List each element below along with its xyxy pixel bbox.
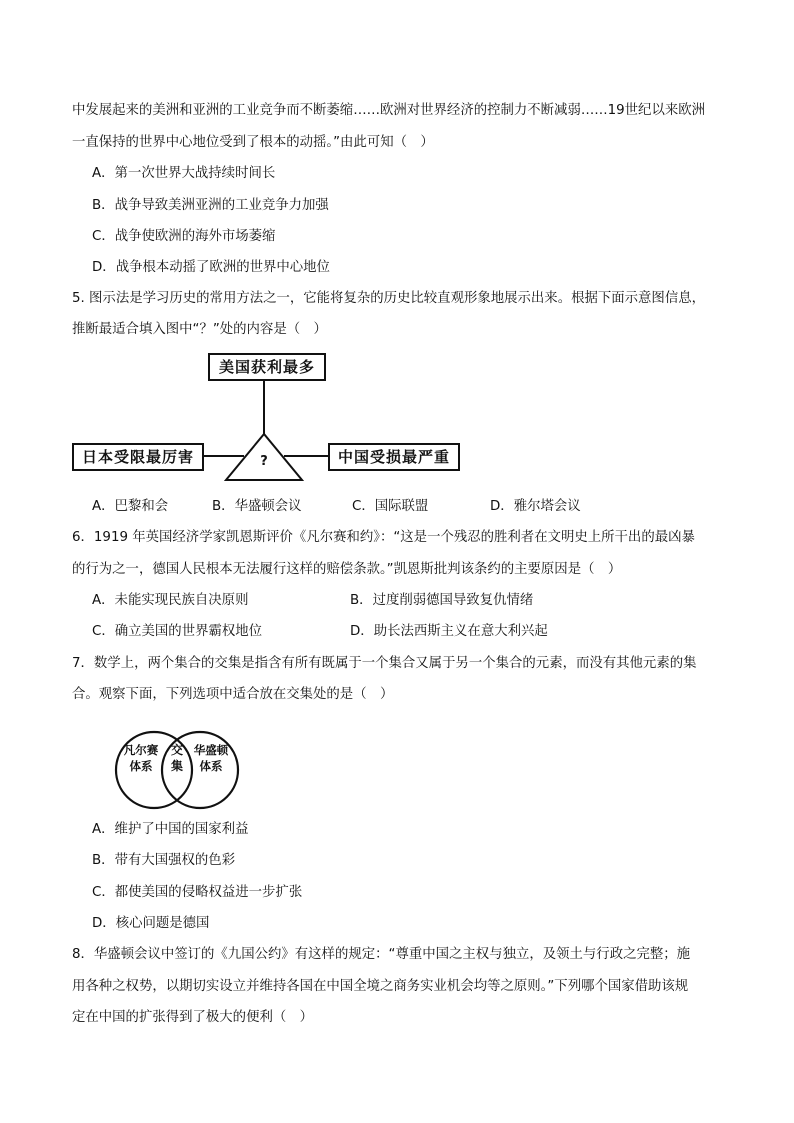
q5-option-c[interactable]: C．国际联盟 (352, 499, 429, 514)
q8-stem-line2: 用各种之权势，以期切实设立并维持各国在中国全境之商务实业机会均等之原则。”下列哪个国家借助该规 (72, 979, 689, 994)
q7-venn-right-label-line2: 体系 (199, 759, 223, 773)
q5-option-d[interactable]: D．雅尔塔会议 (490, 499, 581, 514)
q5-option-b[interactable]: B．华盛顿会议 (212, 499, 302, 514)
q7-venn-diagram (114, 716, 244, 826)
q4-option-a[interactable]: A．第一次世界大战持续时间长 (92, 166, 276, 181)
q7-stem-line2: 合。观察下面，下列选项中适合放在交集处的是（ ） (72, 687, 394, 702)
q5-diagram (72, 352, 462, 492)
q6-stem-line1: 6．1919 年英国经济学家凯恩斯评价《凡尔赛和约》：“这是一个残忍的胜利者在文明史上所干出的最凶暴 (72, 530, 695, 545)
q4-stem-line2: 一直保持的世界中心地位受到了根本的动摇。”由此可知（ ） (72, 135, 434, 150)
q7-option-a[interactable]: A．维护了中国的国家利益 (92, 822, 249, 837)
q6-option-a[interactable]: A．未能实现民族自决原则 (92, 593, 249, 608)
q7-venn-left-label (116, 742, 166, 774)
q4-option-b[interactable]: B．战争导致美洲亚洲的工业竞争力加强 (92, 198, 329, 213)
q7-venn-left-label-line2: 体系 (129, 759, 153, 773)
q5-option-a[interactable]: A．巴黎和会 (92, 499, 169, 514)
q6-stem-line2: 的行为之一，德国人民根本无法履行这样的赔偿条款。”凯恩斯批判该条约的主要原因是（ ） (72, 562, 622, 577)
q7-option-c[interactable]: C．都使美国的侵略权益进一步扩张 (92, 885, 303, 900)
q7-venn-left-label-line1: 凡尔赛 (123, 743, 159, 757)
q5-question-mark: ? (260, 454, 268, 469)
q7-venn-right-label-line1: 华盛顿 (193, 743, 229, 757)
q6-option-c[interactable]: C．确立美国的世界霸权地位 (92, 624, 263, 639)
q5-box-left: 日本受限最厉害 (72, 443, 204, 471)
q4-option-c[interactable]: C．战争使欧洲的海外市场萎缩 (92, 229, 276, 244)
q4-stem-line1: 中发展起来的美洲和亚洲的工业竞争而不断萎缩……欧洲对世界经济的控制力不断减弱……19世纪以来欧洲 (72, 103, 706, 118)
q4-option-d[interactable]: D．战争根本动摇了欧洲的世界中心地位 (92, 260, 330, 275)
q7-option-b[interactable]: B．带有大国强权的色彩 (92, 853, 236, 868)
q5-box-right: 中国受损最严重 (328, 443, 460, 471)
q7-option-d[interactable]: D．核心问题是德国 (92, 916, 210, 931)
q8-stem-line1: 8．华盛顿会议中签订的《九国公约》有这样的规定：“尊重中国之主权与独立，及领土与行政之完整；施 (72, 947, 691, 962)
q5-stem-line1: 5. 图示法是学习历史的常用方法之一，它能将复杂的历史比较直观形象地展示出来。根据下面示意图信息， (72, 291, 705, 306)
q8-stem-line3: 定在中国的扩张得到了极大的便利（ ） (72, 1010, 314, 1025)
q7-venn-right-label (186, 742, 236, 774)
q6-option-b[interactable]: B．过度削弱德国导致复仇情绪 (350, 593, 534, 608)
q7-stem-line1: 7．数学上，两个集合的交集是指含有所有既属于一个集合又属于另一个集合的元素，而没有其他元素的集 (72, 656, 697, 671)
q5-stem-line2: 推断最适合填入图中“？”处的内容是（ ） (72, 322, 327, 337)
q6-option-d[interactable]: D．助长法西斯主义在意大利兴起 (350, 624, 548, 639)
q5-box-top: 美国获利最多 (208, 353, 326, 381)
q7-venn-mid-line2: 集 (170, 759, 183, 773)
q7-venn-mid-line1: 交 (170, 743, 183, 757)
